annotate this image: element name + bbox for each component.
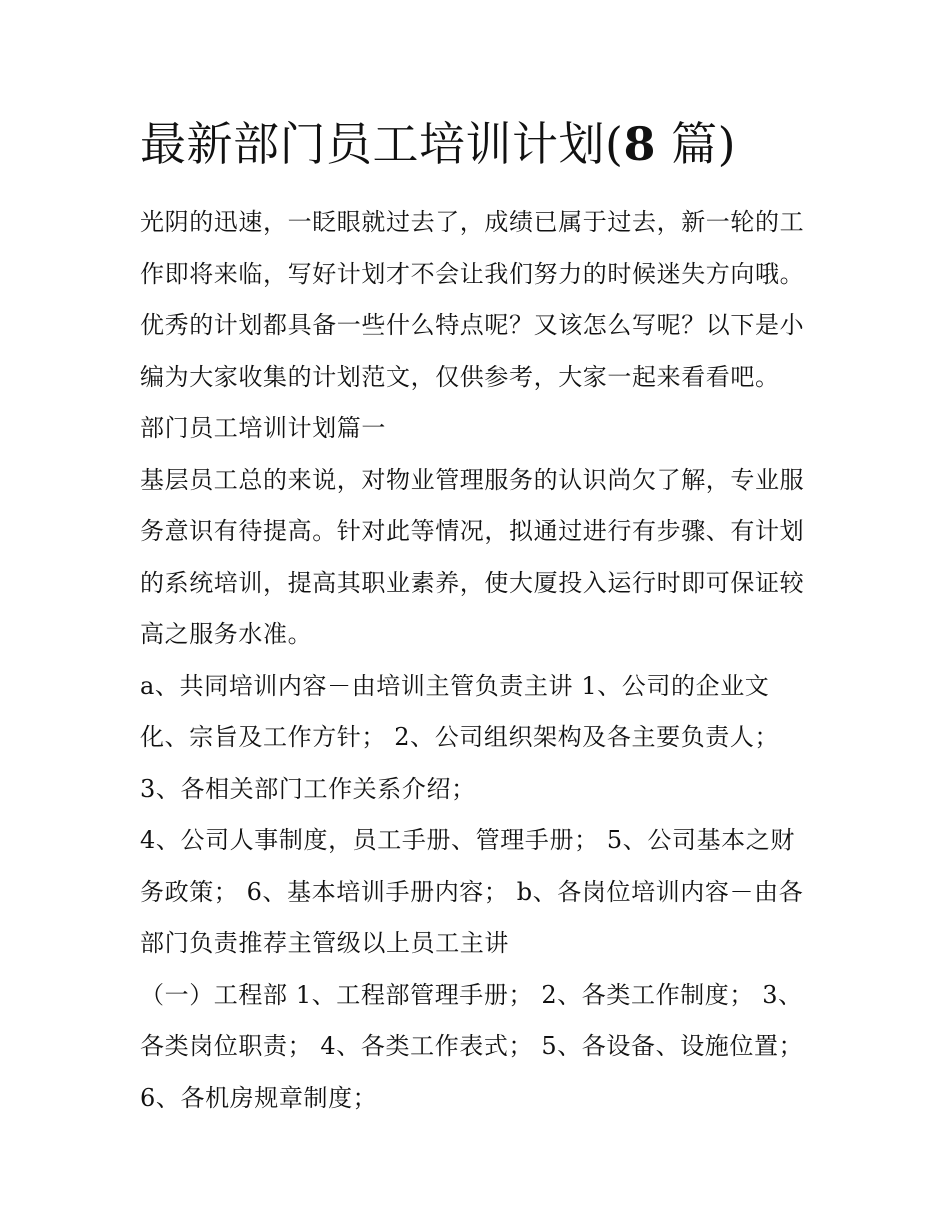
text-line: 化、宗旨及工作方针； 2、公司组织架构及各主要负责人；	[140, 723, 780, 751]
text-line: 4、公司人事制度，员工手册、管理手册； 5、公司基本之财	[140, 826, 795, 854]
document-body	[140, 197, 812, 1124]
text-line: a、共同培训内容－由培训主管负责主讲 1、公司的企业文	[140, 671, 770, 700]
title-text: 最新部门员工培训计划(	[140, 117, 624, 171]
text-line: 作即将来临，写好计划才不会让我们努力的时候迷失方向哦。	[140, 259, 805, 288]
section-heading: 部门员工培训计划篇一	[140, 414, 386, 442]
text-line: 基层员工总的来说，对物业管理服务的认识尚欠了解，专业服	[140, 465, 805, 494]
document-title	[140, 112, 840, 176]
text-line: 光阴的迅速，一眨眼就过去了，成绩已属于过去，新一轮的工	[140, 208, 805, 236]
text-line: 优秀的计划都具备一些什么特点呢？又该怎么写呢？以下是小	[140, 311, 805, 339]
text-line: 高之服务水准。	[140, 620, 313, 648]
text-line: 务政策； 6、基本培训手册内容； b、各岗位培训内容－由各	[140, 877, 804, 906]
text-line: 各类岗位职责； 4、各类工作表式； 5、各设备、设施位置；	[140, 1032, 804, 1060]
text-line: （一）工程部 1、工程部管理手册； 2、各类工作制度； 3、	[140, 980, 803, 1009]
text-line: 务意识有待提高。针对此等情况，拟通过进行有步骤、有计划	[140, 517, 805, 545]
text-line: 的系统培训，提高其职业素养，使大厦投入运行时即可保证较	[140, 568, 805, 597]
title-count: 8	[623, 117, 656, 171]
text-line: 部门负责推荐主管级以上员工主讲	[140, 929, 509, 957]
text-line: 6、各机房规章制度；	[140, 1083, 378, 1112]
text-line: 3、各相关部门工作关系介绍；	[140, 774, 476, 803]
text-line: 编为大家收集的计划范文，仅供参考，大家一起来看看吧。	[140, 362, 780, 391]
title-suffix: 篇)	[655, 117, 737, 171]
